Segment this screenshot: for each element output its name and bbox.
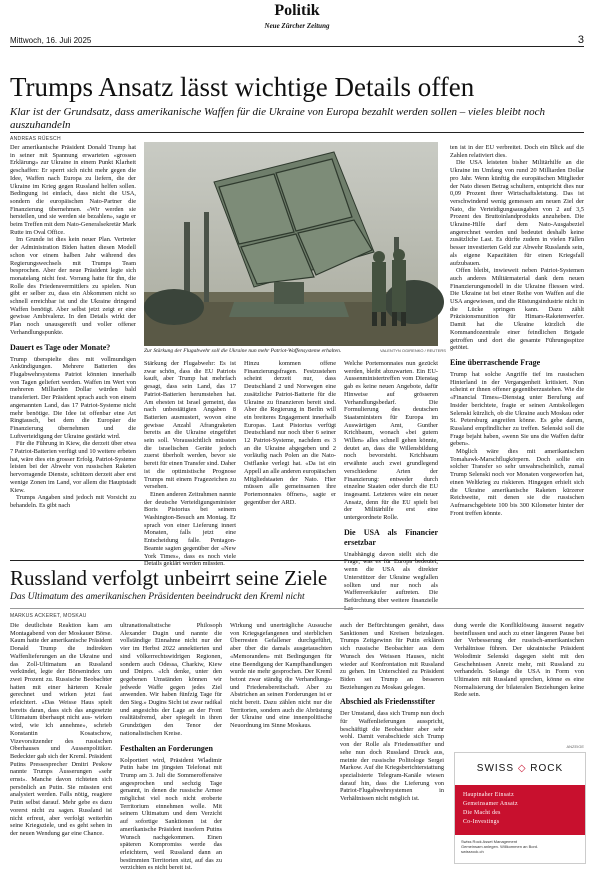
article2-column-5	[454, 622, 584, 736]
masthead	[10, 2, 584, 62]
ad-tagline: Gemeinsamer Ansatz	[463, 801, 518, 807]
article1-column-lower-3	[344, 360, 438, 612]
ad-tagline: Die Macht des	[463, 810, 501, 816]
paragraph: Die USA leisteten bisher Militärhilfe an die Ukraine im Umfang von rund 20 Milliarden Dollar pro Jahr. Wenn künftig die europäischen Mitglieder der Nato diesen Betrag schultern, entspricht dies nur 0,09 Prozent ihrer Wirtschaftsleistung. Das ist verschwindend wenig gemessen am neuen Ziel der Nato, die Verteidigungsausgaben von 2 auf 3,5 Prozent des Bruttoinlandprodukts anzuheben. Die Ukraine-Hilfe darf dem Nato-Ausgabeziel angerechnet werden und bedeutet deshalb keine zusätzliche Last. Es dürfte zudem in vielen Fällen besser investierten Geld zur Abwehr Russlands sein, als eigene Kapazitäten für einen Kriegsfall aufzubauen.	[450, 159, 584, 267]
ad-tagline: Co-Investings	[463, 819, 500, 825]
ad-logo	[455, 763, 585, 774]
paragraph: ultranationalistische Philosoph Alexander Dugin und nannte die vollständige Einnahme nicht nur der vier im Herbst 2022 annektierten und sind völkerrechtswidrigen Regionen, sondern auch Odessa, Charkiw, Kiew und Dnipro. «Ich denke, unter den gegebenen Umständen können wir jedwede Waffe gegen jedes Ziel anwenden. Wir haben fünfzig Tage für den Sieg.» Dugins Sicht ist zwar radikal und angesichts der Lage an der Front realitätsfremd, aber spiegelt in ihren Grundzügen den Tenor der nationalistischen Kreise.	[120, 622, 222, 737]
ad-tagline-box	[455, 785, 585, 835]
paragraph: Stärkung der Flugabwehr: Es ist zwar schön, dass die EU Patriots kauft, aber Trump hat mehrfach gesagt, dass sein Land, das 17 Patriot-Batterien herumstehen hat. Am ehesten ist Israel gemeint, das nach unbestätigten Angaben 8 Batterien ausmustert, wovon eine gewisse Anzahl Afrangraketen bereits an die Ukraine eingeführt sein soll. Voraussichtlich müssten die israelischen Geräte jedoch zuerst überholt werden, bevor sie bereit für einen Transfer sind. Daher ist die optimistische Prognose Trumps mit einem Fragezeichen zu versehen.	[144, 360, 236, 491]
article1-byline: ANDREAS RÜESCH	[10, 136, 61, 142]
paragraph: Trump hat solche Angriffe tief im russischen Hinterland in der Vergangenheit kritisiert. Nun scheint er ihnen offener gegenüberzustehen. Wie die «Financial Times»-Dienstag unter Berufung auf Insider berichtete, fragte er seinen Amtskollegen Selenski kürzlich, ob die Ukraine auch Moskau oder St. Petersburg angreifen könne. Es gebe darum, Russland empfindlicher zu treffen. Selenski soll die Frage bejaht haben, «wenn Sie uns die Waffen dafür geben».	[450, 370, 584, 448]
paragraph: Wirkung und unerträgliche Aussuche von Kriegsgefangenen und sterblichen Überresten Gefallener durchgeführt, aber über die damals ausgetauschten «Memoranden» mit Bedingungen für eine Beendigung der Kampfhandlungen wurde nie mehr gesprochen. Der Kreml betont zwar ständig die Verhandlungs- und Friedensbereitschaft. Aber zu Abstrichen an seinen Forderungen ist er nicht bereit. Dazu zählen nicht nur die Territorien, sondern auch die Abrüstung der Ukraine und eine innenpolitische Neuordnung im Sinne Moskaus.	[230, 622, 332, 730]
article2-column-2	[120, 622, 222, 872]
subheading: Festhalten an Forderungen	[120, 743, 213, 753]
article1-headline: Trumps Ansatz lässt wichtige Details offen	[10, 72, 475, 102]
article1-rule	[10, 132, 584, 133]
paragraph: Der amerikanische Präsident Donald Trump hat in seiner mit Spannung erwarteten «grossen Erklärung» zur Ukraine in einem Punkt Klarheit geschaffen: Er sperrt sich nicht mehr gegen die Idee, Waffen nach Europa zu liefern, die der Ukraine im Krieg gegen Russland helfen sollen. Bedingung ist einfach, dass nicht die USA, sondern die europäischen Nato-Partner die Finanzierung übernehmen. «Wir werden sie herstellen, und sie werden sie bezahlen», sagte er beim Treffen mit dem Nato-Generalsekretär Mark Rutte im Oval Office.	[10, 144, 136, 236]
paragraph: Die deutlichste Reaktion kam am Montagabend von der Moskauer Börse. Kaum hatte der amerikanische Präsident Donald Trump die indirekten Waffenlieferungen an die Ukraine und das Zoll-Ultimatum an Russland verkündet, legte der Börsenindex um zwei Prozent zu. Russische Beobachter hatten mit einer härteren Kreale gerechnet und wirken jetzt fast erleichtert. «Das Weisse Haus spielt bereits daran, dass sich das angesetzte Ultimatum überhaupt nicht aus- wirken wird, wie ich annehme», schrieb Konstantin Kosatschow, Vizevorsitzender des russischen Oberhauses und Aussenpolitiker. Bedeckter gab sich der Kreml. Präsident Putins Pressesprecher Dmitri Peskow nannte Trumps Äusserungen «sehr ernst». Manche davon richteten sich persönlich an Putin. Sie müssten erst analysiert werden. Falls nötig, reagiere Putin selbst darauf. Mehr gebe es dazu vorerst nicht zu sagen. Russland ist nicht erfreut, aber verfolgt weiterhin seine Kriegsziele, und es geht sehen in der neuen Wendung gar eine Chance.	[10, 622, 112, 837]
article1-column-lower-1	[144, 360, 236, 568]
paragraph: Der Umstand, dass sich Trump nun doch für Waffenlieferungen ausspricht, beschäftigt die Beobachter aber sehr wohl. Damit verabschiede sich Trump von der Rolle als Friedensstifter und sehe nun doch Russland Druck aus, meinte der russische Politologe Sergei Markow. Auf die Kriegsberichterstattung spezialisierte Telegram-Kanäle wiesen darauf hin, dass die Lieferung von Patriot-Flugabwehrsystemen in Verhältnissen nicht möglich ist.	[340, 710, 444, 803]
advertisement[interactable]	[454, 752, 586, 864]
paragraph: Welche Portemonnaies nun gezückt werden, bleibt abzuwarten. Ein EU-Aussenministertreffen vom Dienstag gab es keine neuen Angebote, dafür Hinweise auf grösseren Verhandlungsbedarf. Die Formulierung des deutschen Staatsministers für Europa im Auswärtigen Amt, Gunther Krichbaum, wonach «bei gutem Willen» alles schnell gehen könnte, deutet an, dass die Willensbildung noch bevorsteht. Krichbaum erwähnte auch zwei grundlegend verschiedene Arten der Finanzierung: entweder durch einzelne Staaten oder durch die EU insgesamt. Letzteres wäre ein neuer Ansatz, denn für die EU spielt bei der Militärhilfe erst eine untergeordnete Rolle.	[344, 360, 438, 522]
paragraph: dung werde die Konfliktlösung äusserst negativ beeinflussen und auch zu einer längeren Pause bei der Verbesserung der russisch-amerikanischen Verhältnisse führen. Der ukrainische Präsident Wolodimir Selenski dagegen sieht mit den Geschehnissen Anreiz mehr, mit Russland zu verhandeln. Solange die USA in Form von Ultimaten mit Russland sprechen, könne es eine Normalisierung der bilateralen Beziehungen keine Rede sein.	[454, 622, 584, 699]
subheading: Abschied als Friedensstifter	[340, 697, 436, 707]
paragraph: Im Grunde ist dies kein neuer Plan. Vertreter der Administration Biden hatten diesen Modell schon vor einem halben Jahr während des Regierungswechsels mit Trumps Team besprochen. Aber der neue Präsident legte sich monatelang nicht fest. Vorrang hatte für ihn, die Rolle des Friedensvermittlers zu spielen. Nun gibt er selber zu, dass ein Abkommen nicht so schnell erreichbar ist und die Ukraine dringend Waffen benötigt. Aber selbst jetzt zeigt er eine gewisse Ambivalenz. In den Details wirkt der Plan noch unausgereift und voller offener Verhandlungspunkte.	[10, 236, 136, 336]
section-title: Politik	[274, 2, 320, 19]
article1-dek: Klar ist der Grundsatz, dass amerikanische Waffen für die Ukraine von Europa bezahlt werden sollen – vieles bleibt noch auszuhandeln	[10, 106, 545, 131]
photo-caption: Zur Stärkung der Flugabwehr soll die Ukraine nun mehr Patriot-Waffensysteme erhalten.	[144, 348, 342, 354]
diamond-icon: ◇	[517, 763, 527, 774]
article2-dek: Das Ultimatum des amerikanischen Präsidenten beeindruckt den Kreml nicht	[10, 592, 305, 602]
subheading: Eine überraschende Frage	[450, 357, 541, 367]
photo-credit: VALENTYN OGIRENKO / REUTERS	[380, 348, 446, 353]
article2-byline: MARKUS ACKERET, MOSKAU	[10, 613, 87, 619]
article2-column-3	[230, 622, 332, 866]
paragraph: Einen anderen Zeitrahmen nannte der deutsche Verteidigungsminister Boris Pistorius bei seinem Washington-Besuch am Montag. Er sprach von einer Lieferung innert Monaten, falls jetzt eine Entscheidung falle. Pentagon-Beamte sagten gegenüber der «New York Times», dass es noch viele Details geklärt werden müssten.	[144, 490, 236, 568]
paragraph: Für die Führung in Kiew, die derzeit über etwa 7 Patriot-Batterien verfügt und 10 weitere erbeten hat, wäre dies ein grosser Erfolg. Patriot-Systeme leisten bei der Abwehr von russischen Raketen hervorragende Dienste, schützen derzeit aber erst wenige Zonen im Land, vor allem die Hauptstadt Kiew.	[10, 440, 136, 494]
brand-right: ROCK	[530, 763, 564, 774]
paragraph: Möglich wäre dies mit amerikanischen Tomahawk-Marschflugkörpern. Doch sollte ein solcher Transfer so sehr unwahrscheinlich, zumal Trump Selenski noch vor Monaten vorgeworfen hat, einen Weltkrieg zu riskieren. Hingegen erhielt sich die Ukraine amerikanische Raketen kürzerer Reichweite, mit denen sie die russischen Aufmarschgebiete 100 bis 300 Kilometer hinter der Front treffen könnte.	[450, 448, 584, 517]
article2-headline: Russland verfolgt unbeirrt seine Ziele	[10, 566, 328, 590]
paragraph: Trumps Angaben sind jedoch mit Vorsicht zu behandeln. Es gibt nach	[10, 494, 136, 509]
article1-column-lower-2	[244, 360, 336, 556]
article1-photo	[144, 142, 438, 346]
paragraph: Unabhängig davon stellt sich die Frage, was es für Europa bedeutet, wenn die USA als direkter Unterstützer der Ukraine wegfallen sollten und nur noch als Waffenverkäufer auftreten. Die Befürchtung über weitere finanzielle Las-	[344, 550, 438, 612]
paragraph: Trump überspielte dies mit vollmundigen Ankündigungen. Mehrere Batterien des Flugabwehrsystems Patriot könnten innerhalb von Tagen geliefert werden. Waffen im Wert von mehreren Milliarden Dollar würden bald transferiert. Der Präsident sprach auch von einem angenannten Land, das 17 Patriot-Systeme nicht mehr benötige. Die Idee ist offenbar eine Art Ringtausch, bei dem die Europäer die Finanzierung übernehmen und die Luftverteidigung der Ukraine gestärkt wird.	[10, 355, 136, 440]
issue-date: Mittwoch, 16. Juli 2025	[10, 36, 92, 45]
page-number: 3	[577, 34, 584, 46]
paragraph: auch der Befürchtungen genährt, dass Sanktionen und Kreisen beizulegen. Trumps Zeitgewinn für Putin erklären sich russische Beobachter aus dem Wunsch des Weissen Hauses, nicht wieder auf Konfrontation mit Russland zu gehen. Im Unterschied zu Präsident Biden sei Trump an besseren Beziehungen zu Moskau gelegen.	[340, 622, 444, 691]
article2-column-4	[340, 622, 444, 866]
paper-name: Neue Zürcher Zeitung	[264, 22, 330, 30]
article2-column-1	[10, 622, 112, 866]
paragraph: Offen bleibt, inwieweit neben Patriot-Systemen auch anderes Militärmaterial dank dem neuen Finanzierungsmodell in die Ukraine fliessen wird. Die Ukraine ist bei einer Reihe von Waffen auf die USA angewiesen, und die Rüstungsindustrie nicht in die Lücke springen kann. Dazu zählt Präzisionsmunition für Himars-Raketenwerfer. Damit hat die Ukraine kürzlich die Kommandozentrale einer feindlichen Brigade getroffen und dort die gesamte Führungsspitze getötet.	[450, 267, 584, 352]
article-separator	[10, 560, 584, 561]
masthead-rule	[10, 46, 584, 47]
brand-left: SWISS	[476, 763, 515, 774]
article2-rule	[10, 608, 584, 609]
article1-column-left	[10, 144, 136, 556]
ad-tagline: Hauptnaher Einsatz	[463, 792, 514, 798]
ad-label: ANZEIGE	[566, 744, 584, 749]
subheading: Dauert es Tage oder Monate?	[10, 342, 111, 352]
paragraph: Hinzu kommen offene Finanzierungsfragen. Festzustehen scheint derzeit nur, dass Deutschland 2 und Norwegen eine zusätzliche Patriot-Batterie für die Ukraine zu finanzieren bereit sind. Aber die Regierung in Berlin will ein breiteres Engagement innerhalb Europas. Laut Pistorius verfügt Deutschland nur noch über 6 seiner 12 Patriot-Systeme, nachdem es 3 an die Ukraine abgegeben und 2 vorläufig nach Polen an die Nato-Ostflanke verlegt hat. «Da ist ein Appell an alle anderen europäischen Mitgliedstaaten der Nato. Hier müssen alle gemeinsamen ihre Portemonnaies öffnen», sagte er gegenüber der ARD.	[244, 360, 336, 506]
paragraph: ten ist in der EU verbreitet. Doch ein Blick auf die Zahlen relativiert dies.	[450, 144, 584, 159]
ad-fine-print: Swiss Rock Asset Management Gemeinsam anlegen. Willkommen an Bord. swissrock.ch	[461, 839, 539, 854]
subheading: Die USA als Financier ersetzbar	[344, 527, 438, 547]
article1-column-right	[450, 144, 584, 556]
patriot-launcher-photo	[144, 142, 438, 346]
paragraph: Kolportiert wird, Präsident Wladimir Putin habe im jüngsten Telefonat mit Trump am 3. Juli die Sommeroffensive angesprochen und sechzig Tage genannt, in denen die russische Armee möglichst viel noch nicht eroberte Territorium einnehmen wolle. Mit seinem Ultimatum und dem Verzicht auf sofortige Sanktionen ist der amerikanische Präsident insofern Putins Wunsch nachgekommen. Einen späteren Kompromiss werde das erleichtern, weil Russland dann an bestimmten Territorien sitzt, auf das zu verzichten es nicht bereit ist.	[120, 756, 222, 872]
